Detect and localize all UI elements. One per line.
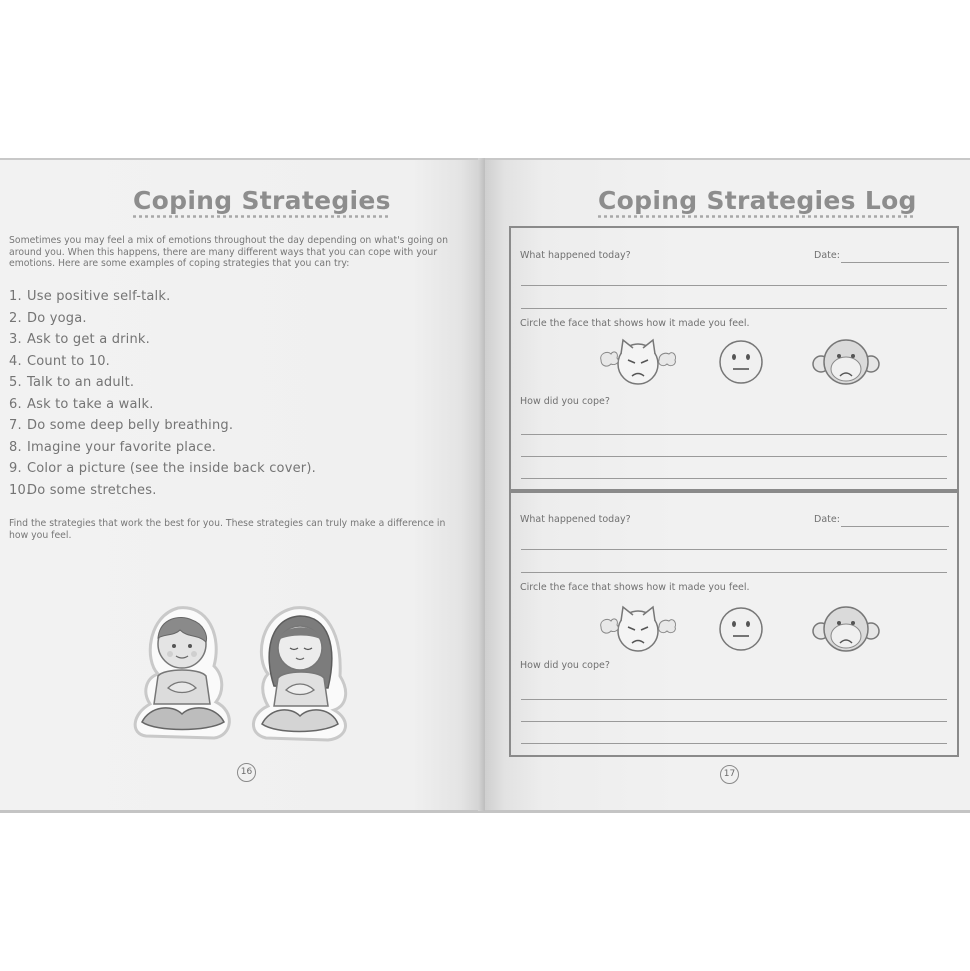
open-workbook — [0, 158, 970, 814]
date-label: Date: — [814, 250, 840, 261]
write-line[interactable] — [521, 549, 947, 550]
list-item: 2. Do yoga. — [9, 310, 87, 326]
write-line[interactable] — [521, 699, 947, 700]
meditating-children-illustration — [128, 596, 363, 746]
log-entry — [509, 491, 959, 757]
list-item: 8. Imagine your favorite place. — [9, 439, 217, 455]
right-page — [485, 158, 970, 813]
how-cope-label: How did you cope? — [520, 396, 610, 407]
left-page — [0, 158, 485, 813]
what-happened-label: What happened today? — [520, 250, 631, 261]
strategies-list — [9, 286, 316, 501]
page-title: Coping Strategies Log — [598, 186, 917, 215]
log-entry — [509, 226, 959, 491]
list-item: 10.Do some stretches. — [9, 482, 157, 498]
list-item: 7. Do some deep belly breathing. — [9, 418, 234, 433]
write-line[interactable] — [521, 743, 947, 744]
circle-face-label: Circle the face that shows how it made you feel. — [520, 318, 750, 329]
sad-monkey-face-icon[interactable] — [811, 603, 881, 655]
write-line[interactable] — [521, 308, 947, 309]
list-item: 9. Color a picture (see the inside back cover). — [9, 461, 316, 476]
date-label: Date: — [814, 514, 840, 525]
write-line[interactable] — [521, 434, 947, 435]
page-number: 17 — [720, 765, 739, 784]
write-line[interactable] — [521, 478, 947, 479]
write-line[interactable] — [521, 721, 947, 722]
what-happened-label: What happened today? — [520, 514, 631, 525]
list-item: 3. Ask to get a drink. — [9, 332, 150, 347]
list-item: 5. Talk to an adult. — [9, 375, 135, 390]
circle-face-label: Circle the face that shows how it made you feel. — [520, 582, 750, 593]
list-item: 4. Count to 10. — [9, 353, 110, 369]
list-item: 6. Ask to take a walk. — [9, 396, 154, 412]
list-item: 1. Use positive self-talk. — [9, 289, 171, 304]
page-number: 16 — [237, 763, 256, 782]
outro-paragraph: Find the strategies that work the best for you. These strategies can truly make a difference in how you feel. — [9, 518, 446, 541]
date-field[interactable] — [841, 526, 949, 527]
date-field[interactable] — [841, 262, 949, 263]
page-title: Coping Strategies — [133, 186, 391, 215]
write-line[interactable] — [521, 285, 947, 286]
neutral-face-icon[interactable] — [715, 603, 767, 655]
neutral-face-icon[interactable] — [715, 336, 767, 388]
intro-paragraph: Sometimes you may feel a mix of emotions throughout the day depending on what's going on around you. When this happens, there are many different ways that you can cope with your emotions. Here are some examples of coping strategies that you can try: — [9, 235, 448, 269]
write-line[interactable] — [521, 456, 947, 457]
write-line[interactable] — [521, 572, 947, 573]
angry-cat-face-icon[interactable] — [599, 603, 677, 655]
how-cope-label: How did you cope? — [520, 660, 610, 671]
angry-cat-face-icon[interactable] — [599, 336, 677, 388]
sad-monkey-face-icon[interactable] — [811, 336, 881, 388]
